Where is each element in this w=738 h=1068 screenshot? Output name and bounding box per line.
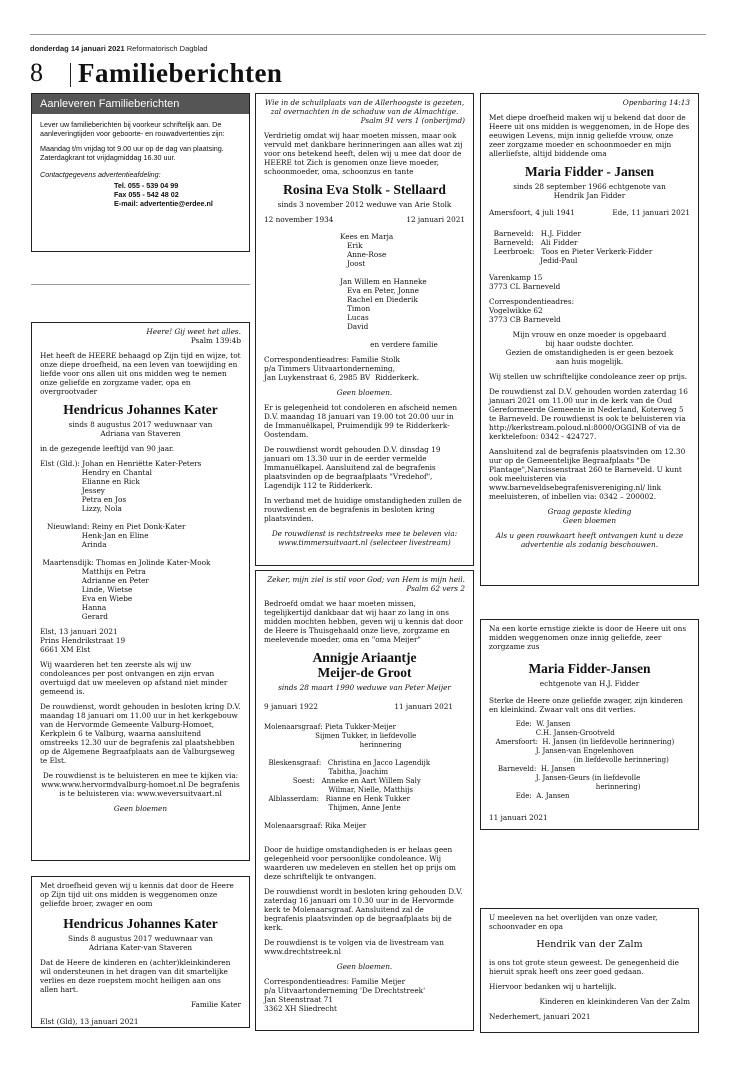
birth-date: 9 januari 1922	[264, 702, 319, 711]
quote-ref: Psalm 139:4b	[190, 336, 241, 345]
notice-zalm	[480, 908, 699, 1033]
death-date: Ede, 11 januari 2021	[612, 208, 690, 217]
intro-text: Met diepe droefheid maken wij u bekend dat door de Heere uit ons midden is weggenomen, in de Hope des eeuwigen Levens, mijn innig geliefde vrouw, onze zeer zorgzame moeder en schoonmoeder en mijn allerliefste, altijd biddende oma	[489, 113, 690, 158]
deceased-name: Hendrik van der Zalm	[536, 939, 643, 950]
dates	[489, 208, 690, 217]
subtitle: Hendrik Jan Fidder	[553, 191, 626, 200]
notice-fidder-family	[480, 93, 699, 586]
birth-date: Amersfoort, 4 juli 1941	[489, 208, 575, 217]
deceased-name: Hendricus Johannes Kater	[63, 402, 218, 417]
deceased-name: Annigje Ariaantje	[312, 650, 417, 665]
body-text: Dat de Heere de kinderen en (achter)kleinkinderen wil ondersteunen in het dragen van dit smartelijke verlies en deze roepstem mocht heiligen aan ons allen hart.	[40, 958, 231, 994]
age-text: in de gezegende leeftijd van 90 jaar.	[40, 444, 175, 453]
notice-kater-sibling	[31, 876, 250, 1028]
quote-ref: Openbaring 14:13	[622, 98, 690, 107]
family-list: Molenaarsgraaf: Pieta Tukker-Meijer Sijmen Tukker, in liefdevolle herinnering Bleskensgraaf: Christina en Jacco Lagendijk Tabitha, Joachim Soest: Anneke en Aart Willem Saly Wilmar, Nielle, Matthijs Alblasserdam: Rianne en Henk Tukker Thijmen, Anne Jente Molenaarsgraaf: Rika Meijer	[264, 723, 431, 830]
circumstances-text: In verband met de huidige omstandigheden zullen de rouwdienst en de begrafenis in besloten kring plaatsvinden.	[264, 496, 462, 523]
top-rule	[30, 34, 706, 35]
subtitle: sinds 8 augustus 2017 weduwnaar van	[68, 420, 213, 429]
intro-text: Met droefheid geven wij u kennis dat door de Heere op Zijn tijd uit ons midden is weggenomen onze geliefde broer, zwager en oom	[40, 881, 234, 908]
death-date: 11 januari 2021	[394, 702, 453, 711]
notice-meijer	[255, 570, 474, 1031]
place-date: Elst (Gld), 13 januari 2021	[40, 1017, 139, 1026]
deceased-name: Meijer-de Groot	[317, 665, 412, 680]
intro-text: Het heeft de HEERE behaagd op Zijn tijd en wijze, tot onze diepe droefheid, na een leven van toewijding en liefde voor ons allen uit ons midden weg te nemen onze geliefde en zorgzame vader, opa en overgrootvader	[40, 351, 241, 396]
date: donderdag 14 januari 2021	[30, 44, 125, 53]
section-title: Familieberichten	[78, 58, 283, 88]
dates	[264, 702, 465, 711]
address: Varenkamp 15 3773 CL Barneveld	[489, 273, 561, 291]
birth-date: 12 november 1934	[264, 215, 334, 224]
info-box	[31, 93, 250, 252]
body-text: is ons tot grote steun geweest. De genegenheid die hieruit sprak heeft ons zeer goed gedaan.	[489, 958, 680, 976]
body-text: Sterke de Heere onze geliefde zwager, zijn kinderen en kleinkind. Zwaar valt ons dit verlies.	[489, 696, 683, 714]
info-title: Aanleveren Familieberichten	[32, 94, 249, 114]
deceased-name: Rosina Eva Stolk - Stellaard	[283, 182, 446, 197]
closing: Graag gepaste kleding Geen bloemen	[547, 507, 632, 525]
viewing-text: Mijn vrouw en onze moeder is opgebaard bij haar oudste dochter. Gezien de omstandigheden is er geen bezoek aan huis mogelijk.	[505, 330, 674, 366]
subtitle: sinds 3 november 2012 weduwe van Arie Stolk	[277, 200, 452, 209]
quote-ref: Psalm 91 vers 1 (onberijmd)	[360, 116, 465, 125]
deceased-name: Maria Fidder-Jansen	[528, 661, 651, 676]
intro-text: Verdrietig omdat wij haar moeten missen, maar ook vervuld met dankbare herinneringen aan alles wat zij voor ons betekend heeft, delen wij u mee dat door de HEERE tot Zich is genomen onze lieve moeder, schoonmoeder, oma, schoonzus en tante	[264, 131, 463, 176]
condolence-text: Door de huidige omstandigheden is er helaas geen gelegenheid voor persoonlijke condoleance. Wij waarderen uw medeleven en stellen het op prijs om deze schriftelijk te ontvangen.	[264, 845, 456, 881]
family-list: Ede: W. Jansen C.H. Jansen-Grootveld Amersfoort: H. Jansen (in liefdevolle herinnering) J. Jansen-van Engelenhoven (in liefdevolle herinnering) Barneveld: H. Jansen J. Jansen-Geurs (in liefdevolle herinnering) Ede: A. Jansen	[495, 720, 675, 800]
deceased-name: Maria Fidder - Jansen	[524, 164, 655, 179]
family-list: Elst (Gld.): Johan en Henriëtte Kater-Peters Hendry en Chantal Elianne en Rick Jessey Petra en Jos Lizzy, Nola Nieuwland: Reiny en Piet Donk-Kater Henk-Jan en Eline Arinda Maartensdijk: Thomas en Jolinde Kater-Mook Matthijs en Petra Adrianne en Peter Linde, Wietse Eva en Wiebe Hanna Gerard	[40, 459, 211, 621]
quote-ref: Psalm 62 vers 2	[406, 584, 465, 593]
dateline	[30, 44, 706, 53]
quote: Wie in de schuilplaats van de Allerhoogste is gezeten, zal overnachten in de schaduw van de Almachtige.	[264, 98, 465, 116]
condolence-text: Wij stellen uw schriftelijke condoleance zeer op prijs.	[489, 372, 688, 381]
address: Correspondentieadres: Familie Stolk p/a Timmers Uitvaartonderneming, Jan Luykenstraat 6, 2985 BV Ridderkerk.	[264, 355, 419, 382]
closing-note: Als u geen rouwkaart heeft ontvangen kunt u deze advertentie als zodanig beschouwen.	[495, 531, 684, 549]
condolence-text: Er is gelegenheid tot condoleren en afscheid nemen D.V. maandag 18 januari van 19.00 tot 20.00 uur in de Immanuëlkapel, Pruimendijk 99 te Ridderkerk-Oostendam.	[264, 403, 458, 439]
closing: Geen bloemen.	[336, 962, 393, 971]
place-date: Nederhemert, januari 2021	[489, 1012, 591, 1021]
divider	[31, 284, 250, 285]
info-fax: Fax 055 - 542 48 02	[114, 190, 179, 199]
service-text: De rouwdienst wordt gehouden D.V. dinsdag 19 januari om 13.30 uur in de eerder vermelde Immanuëlkapel. Aansluitend zal de begrafenis plaatsvinden op de begraafplaats "Vredehof", Lagendijk 112 te Ridderkerk.	[264, 445, 441, 490]
address: Elst, 13 januari 2021 Prins Hendrikstraat 19 6661 XM Elst	[40, 627, 126, 654]
livestream-text: De rouwdienst is rechtstreeks mee te beleven via: www.timmersuitvaart.nl (selecteer livestream)	[271, 529, 458, 547]
page-number: 8	[30, 58, 43, 87]
paper-name: Reformatorisch Dagblad	[126, 44, 208, 53]
info-text-1: Lever uw familieberichten bij voorkeur schriftelijk aan. De aanleveringtijden voor geboorte- en rouwadvertenties zijn:	[40, 120, 225, 138]
quote: Heere! Gij weet het alles.	[146, 327, 241, 336]
deceased-name: Hendricus Johannes Kater	[63, 916, 218, 931]
closing: Geen bloemen.	[336, 388, 393, 397]
address: Correspondentieadres: Familie Meijer p/a Uitvaartonderneming 'De Drechtstreek' Jan Steenstraat 71 3362 XH Sliedrecht	[264, 977, 426, 1013]
service-text: De rouwdienst zal D.V. gehouden worden zaterdag 16 januari 2021 om 11.00 uur in de kerk van de Oud Gereformeerde Gemeente in Nederland, Koterweg 5 te Barneveld. De rouwdienst is ook te beluisteren via http://kerkstream.poloud.nl:8000/OGGINB of via de kerktelefoon: 0342 - 424727.	[489, 387, 688, 441]
correspondence-address: Correspondentieadres: Vogelwikke 62 3773 CB Barneveld	[489, 297, 575, 324]
condolence-text: Wij waarderen het ten zeerste als wij uw condoleances per post ontvangen en zijn ervan overtuigd dat uw meeleven op afstand niet minder gemeend is.	[40, 660, 228, 696]
burial-text: Aansluitend zal de begrafenis plaatsvinden om 12.30 uur op de Gemeentelijke Begraafplaats "De Plantage",Narcissenstraat 260 te Barneveld. U kunt ook meeluisteren via www.barneveldsebegrafenisvereniging.nl/ link meeluisteren, of inbellen via: 0342 – 200002.	[489, 447, 686, 501]
subtitle: Sinds 8 augustus 2017 weduwnaar van	[67, 934, 214, 943]
family-list: Barneveld: H.J. Fidder Barneveld: Ali Fidder Leerbroek: Toos en Pieter Verkerk-Fidder Jedid-Paul	[493, 229, 653, 265]
closing: Geen bloemen	[113, 804, 168, 813]
subtitle: sinds 28 maart 1990 weduwe van Peter Meijer	[278, 683, 451, 692]
subtitle: sinds 28 september 1966 echtgenote van	[513, 182, 666, 191]
notice-stolk	[255, 93, 474, 566]
death-date: 12 januari 2021	[406, 215, 465, 224]
family-list: Kees en Marja Erik Anne-Rose Joost Jan Willem en Hanneke Eva en Peter, Jonne Rachel en Diederik Timon Lucas David en verdere familie	[340, 232, 438, 349]
service-text: De rouwdienst, wordt gehouden in besloten kring D.V. maandag 18 januari om 11.00 uur in het kerkgebouw van de Hervormde Gemeente Valburg-Homoet, Kerkplein 6 te Valburg, waarna aansluitend omstreeks 12.30 uur de begrafenis zal plaatshebben op de Algemene Begraafplaats aan de Valburgseweg te Elst.	[40, 702, 241, 765]
place-date: 11 januari 2021	[489, 813, 548, 822]
intro-text: Bedroefd omdat we haar moeten missen, tegelijkertijd dankbaar dat wij haar zo lang in ons midden mochten hebben, geven wij u kennis dat door de Heere is Thuisgehaald onze lieve, zorgzame en meelevende moeder, oma en "oma Meijer"	[264, 599, 463, 644]
livestream-text: De rouwdienst is te beluisteren en mee te kijken via: www.www.hervormdvalburg-homoet.nl De begrafenis is te beluisteren via: www.weversuitvaart.nl	[41, 771, 240, 798]
quote: Zeker, mijn ziel is stil voor God; van Hem is mijn heil.	[267, 575, 465, 584]
info-email: E-mail: advertentie@erdee.nl	[114, 199, 213, 208]
livestream-text: De rouwdienst is te volgen via de livestream van www.drechtstreek.nl	[264, 938, 444, 956]
subtitle: Adriana van Staveren	[100, 429, 181, 438]
signature: Familie Kater	[190, 1000, 241, 1009]
service-text: De rouwdienst wordt in besloten kring gehouden D.V. zaterdag 16 januari om 10.30 uur in de Hervormde kerk te Molenaarsgraaf. Aansluitend zal de begrafenis plaatsvinden op de begraafplaats bij de kerk.	[264, 887, 463, 932]
info-text-2: Maandag t/m vrijdag tot 9.00 uur op de dag van plaatsing. Zaterdagkrant tot vrijdagmiddag 16.30 uur.	[40, 144, 224, 162]
dates	[264, 215, 465, 224]
divider	[70, 63, 71, 87]
signature: Kinderen en kleinkinderen Van der Zalm	[539, 997, 690, 1006]
intro-text: U meeleven na het overlijden van onze vader, schoonvader en opa	[489, 913, 658, 931]
thanks-text: Hiervoor bedanken wij u hartelijk.	[489, 982, 617, 991]
subtitle: Adriana Kater-van Staveren	[88, 943, 193, 952]
subtitle: echtgenote van H.J. Fidder	[539, 679, 640, 688]
intro-text: Na een korte ernstige ziekte is door de Heere uit ons midden weggenomen onze innig geliefde, zeer zorgzame zus	[489, 624, 687, 651]
notice-kater-family	[31, 322, 250, 861]
info-contact-label: Contactgegevens advertentieafdeling:	[40, 170, 161, 179]
notice-fidder-sibling	[480, 619, 699, 830]
info-tel: Tel. 055 - 539 04 99	[114, 181, 179, 190]
